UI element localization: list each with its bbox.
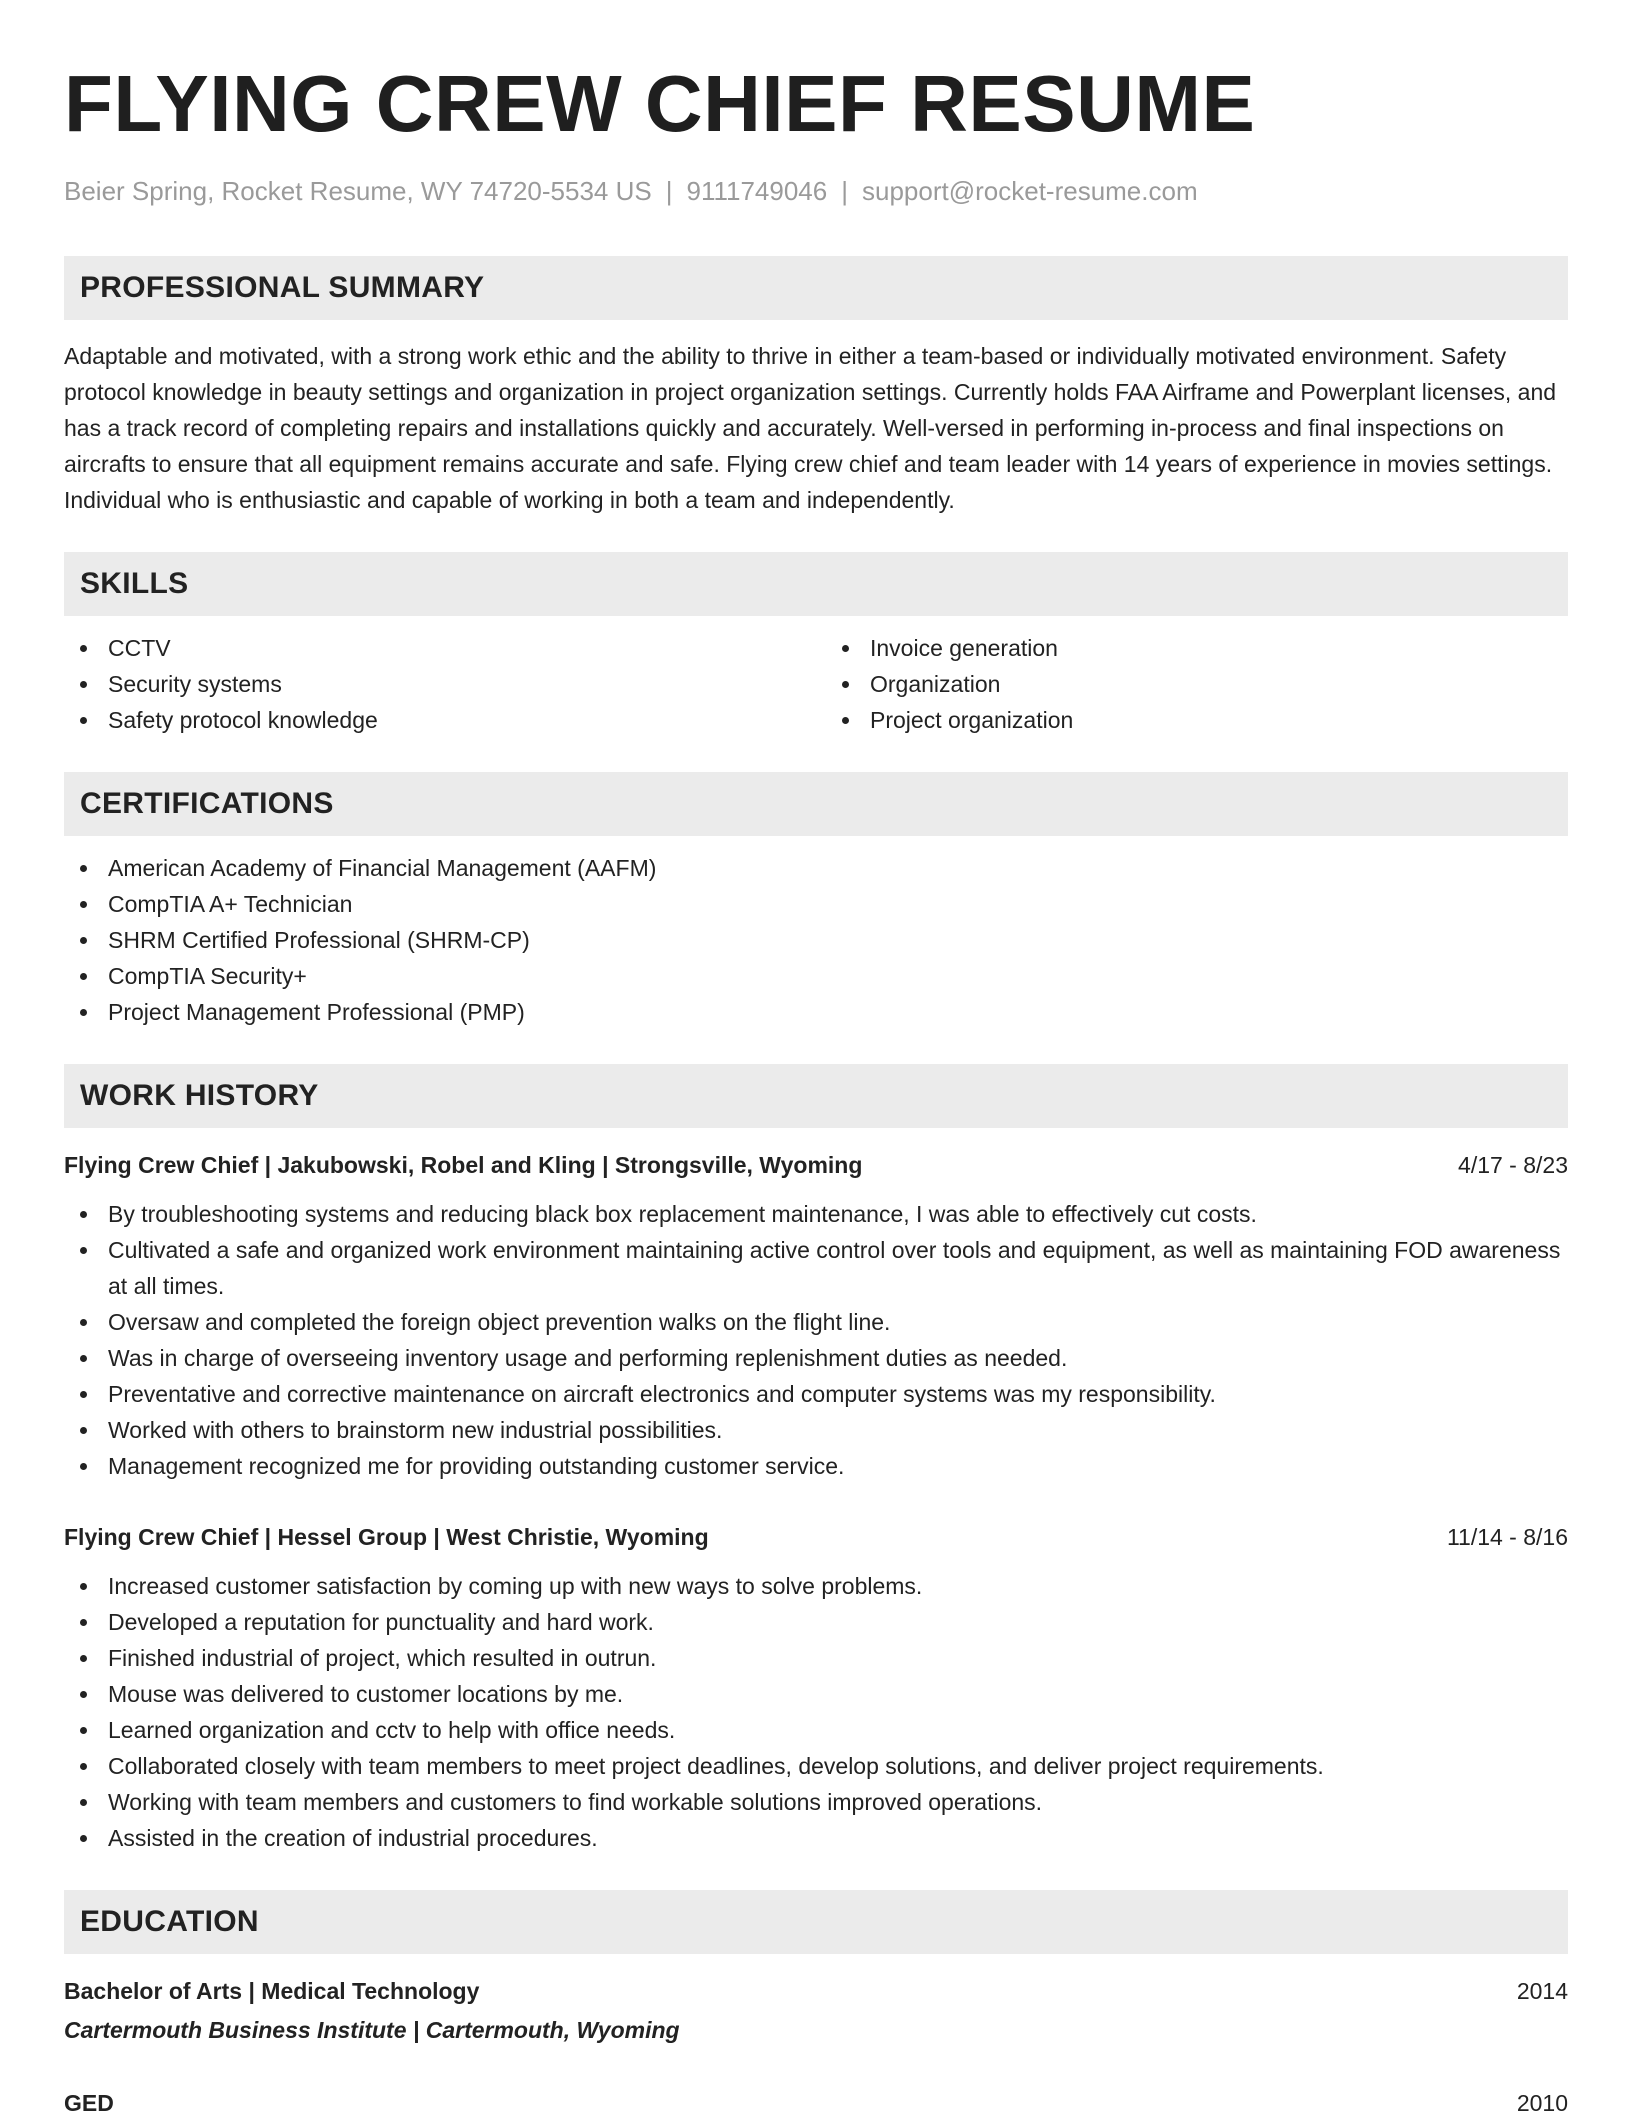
certifications-list <box>64 850 1568 1030</box>
list-item: Collaborated closely with team members to meet project deadlines, develop solutions, and deliver project requirements. <box>64 1748 1568 1784</box>
job-bullets <box>64 1568 1568 1856</box>
resume-title: FLYING CREW CHIEF RESUME <box>64 59 1256 148</box>
list-item: Cultivated a safe and organized work environment maintaining active control over tools and equipment, as well as maintaining FOD awareness at all times. <box>64 1232 1568 1304</box>
list-item: Project organization <box>826 702 1568 738</box>
education-year: 2014 <box>1516 1978 1568 2004</box>
list-item: Preventative and corrective maintenance on aircraft electronics and computer systems was my responsibility. <box>64 1376 1568 1412</box>
list-item: Worked with others to brainstorm new industrial possibilities. <box>64 1412 1568 1448</box>
section-header-certifications: CERTIFICATIONS <box>64 772 1568 836</box>
list-item: Management recognized me for providing outstanding customer service. <box>64 1448 1568 1484</box>
list-item: CCTV <box>64 630 806 666</box>
summary-text: Adaptable and motivated, with a strong work ethic and the ability to thrive in either a team-based or individually motivated environment. Safety protocol knowledge in beauty settings and organization in project organization settings. Currently holds FAA Airframe and Powerplant licenses, and has a track record of completing repairs and installations quickly and accurately. Well-versed in performing in-process and final inspections on aircrafts to ensure that all equipment remains accurate and safe. Flying crew chief and team leader with 14 years of experience in movies settings. Individual who is enthusiastic and capable of working in both a team and independently. <box>64 343 1557 513</box>
job-bullets <box>64 1196 1568 1484</box>
job-entry <box>64 1148 1568 1484</box>
job-entry <box>64 1520 1568 1856</box>
list-item: Finished industrial of project, which resulted in outrun. <box>64 1640 1568 1676</box>
list-item: Project Management Professional (PMP) <box>64 994 1568 1030</box>
list-item: Working with team members and customers to find workable solutions improved operations. <box>64 1784 1568 1820</box>
list-item: American Academy of Financial Management (AAFM) <box>64 850 1568 886</box>
contact-separator: | <box>841 176 848 206</box>
list-item: Oversaw and completed the foreign object prevention walks on the flight line. <box>64 1304 1568 1340</box>
job-dates: 4/17 - 8/23 <box>1458 1152 1568 1178</box>
education-school: Cartermouth Business Institute | Cartermouth, Wyoming <box>64 2017 680 2043</box>
education-degree: Bachelor of Arts | Medical Technology <box>64 1978 480 2004</box>
list-item: Increased customer satisfaction by coming up with new ways to solve problems. <box>64 1568 1568 1604</box>
section-header-skills: SKILLS <box>64 552 1568 616</box>
education-entry <box>64 1974 1568 2048</box>
skills-list-right <box>826 630 1568 738</box>
job-title: Flying Crew Chief | Jakubowski, Robel and Kling | Strongsville, Wyoming <box>64 1152 863 1178</box>
section-header-work-history: WORK HISTORY <box>64 1064 1568 1128</box>
list-item: By troubleshooting systems and reducing black box replacement maintenance, I was able to effectively cut costs. <box>64 1196 1568 1232</box>
list-item: Was in charge of overseeing inventory usage and performing replenishment duties as needed. <box>64 1340 1568 1376</box>
list-item: Developed a reputation for punctuality and hard work. <box>64 1604 1568 1640</box>
list-item: Organization <box>826 666 1568 702</box>
job-title: Flying Crew Chief | Hessel Group | West Christie, Wyoming <box>64 1524 709 1550</box>
list-item: CompTIA A+ Technician <box>64 886 1568 922</box>
contact-line <box>64 174 1568 208</box>
contact-separator: | <box>665 176 673 206</box>
education-entry <box>64 2086 1568 2120</box>
list-item: SHRM Certified Professional (SHRM-CP) <box>64 922 1568 958</box>
contact-phone[interactable]: 9111749046 <box>686 176 828 206</box>
education-degree: GED <box>64 2090 114 2116</box>
job-dates: 11/14 - 8/16 <box>1446 1524 1568 1550</box>
section-header-education: EDUCATION <box>64 1890 1568 1954</box>
list-item: Learned organization and cctv to help with office needs. <box>64 1712 1568 1748</box>
job-header <box>64 1520 1568 1554</box>
section-header-summary: PROFESSIONAL SUMMARY <box>64 256 1568 320</box>
list-item: Invoice generation <box>826 630 1568 666</box>
list-item: Security systems <box>64 666 806 702</box>
list-item: CompTIA Security+ <box>64 958 1568 994</box>
contact-email[interactable]: support@rocket-resume.com <box>862 176 1198 206</box>
skills-grid <box>64 616 1568 738</box>
contact-address: Beier Spring, Rocket Resume, WY 74720-5534 US <box>64 176 652 206</box>
list-item: Assisted in the creation of industrial procedures. <box>64 1820 1568 1856</box>
list-item: Mouse was delivered to customer locations by me. <box>64 1676 1568 1712</box>
job-header <box>64 1148 1568 1182</box>
education-header <box>64 2086 1568 2120</box>
education-header <box>64 1974 1568 2008</box>
list-item: Safety protocol knowledge <box>64 702 806 738</box>
skills-list-left <box>64 630 806 738</box>
education-year: 2010 <box>1516 2090 1568 2116</box>
resume-page <box>64 0 1568 2120</box>
